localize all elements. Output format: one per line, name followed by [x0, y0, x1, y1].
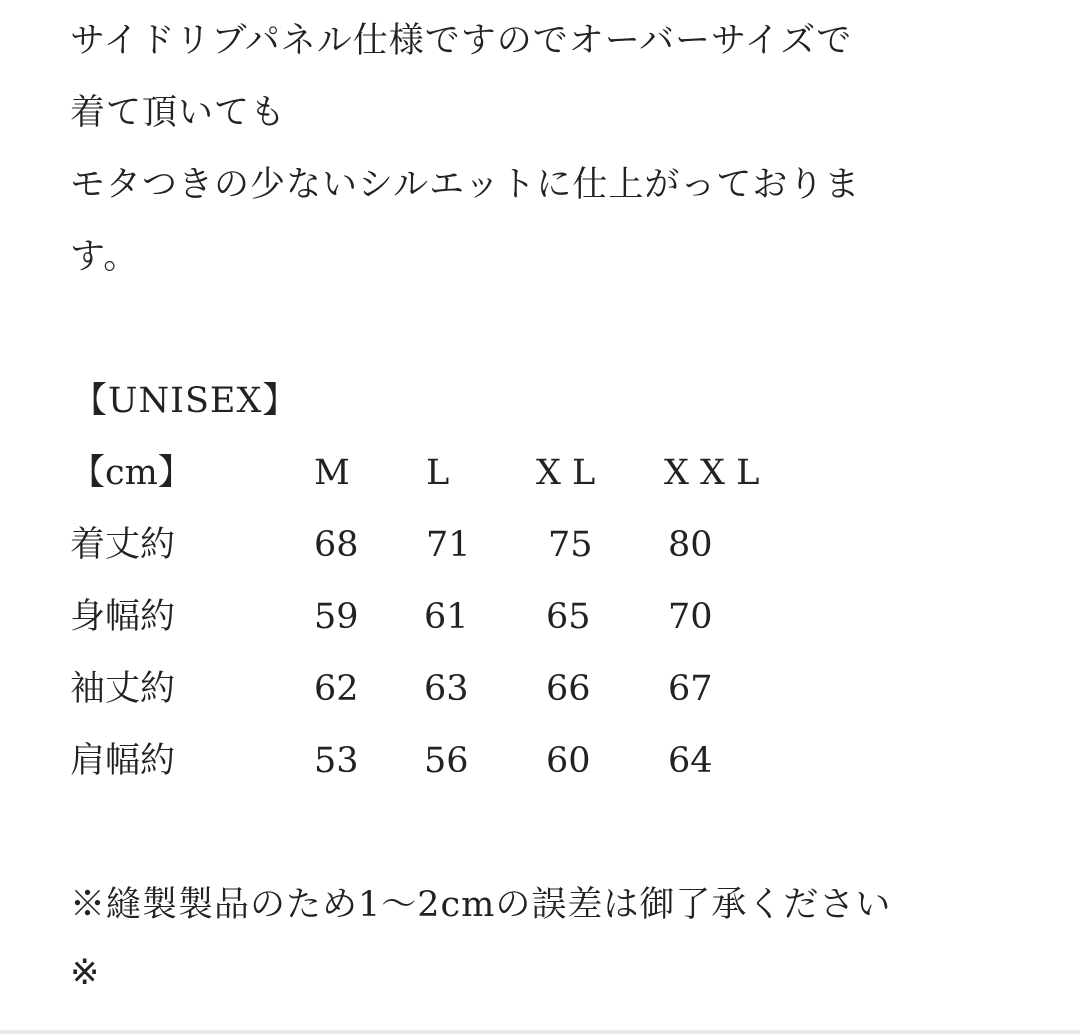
size-header-xxl: X X L [664, 453, 760, 493]
tolerance-note-mark: ※ [70, 953, 101, 993]
description-line-1: サイドリブパネル仕様ですのでオーバーサイズで [70, 21, 853, 61]
value-l: 71 [426, 525, 471, 565]
value-xl: 65 [546, 597, 591, 637]
size-header-l: L [426, 453, 450, 493]
row-label: 袖丈約 [70, 669, 176, 709]
value-xxl: 64 [668, 741, 713, 781]
size-header-xl: X L [536, 453, 596, 493]
value-xxl: 80 [668, 525, 713, 565]
value-l: 63 [424, 669, 469, 709]
unit-label: 【cm】 [70, 453, 193, 493]
row-label: 着丈約 [70, 525, 176, 565]
size-category-label: 【UNISEX】 [72, 381, 299, 421]
value-xxl: 70 [668, 597, 713, 637]
value-m: 68 [314, 525, 359, 565]
row-label: 肩幅約 [70, 741, 176, 781]
value-xl: 75 [548, 525, 593, 565]
value-l: 56 [424, 741, 469, 781]
value-xxl: 67 [668, 669, 713, 709]
value-xl: 60 [546, 741, 591, 781]
value-m: 59 [314, 597, 359, 637]
size-header-m: M [314, 453, 350, 493]
value-m: 53 [314, 741, 359, 781]
bottom-divider [0, 1030, 1080, 1034]
row-label: 身幅約 [70, 597, 176, 637]
value-m: 62 [314, 669, 359, 709]
value-xl: 66 [546, 669, 591, 709]
description-line-3: モタつきの少ないシルエットに仕上がっておりま [70, 165, 861, 205]
description-line-2: 着て頂いても [70, 93, 287, 133]
value-l: 61 [424, 597, 469, 637]
tolerance-note: ※縫製製品のため1〜2cmの誤差は御了承ください [70, 885, 892, 925]
description-line-4: す。 [70, 237, 140, 277]
